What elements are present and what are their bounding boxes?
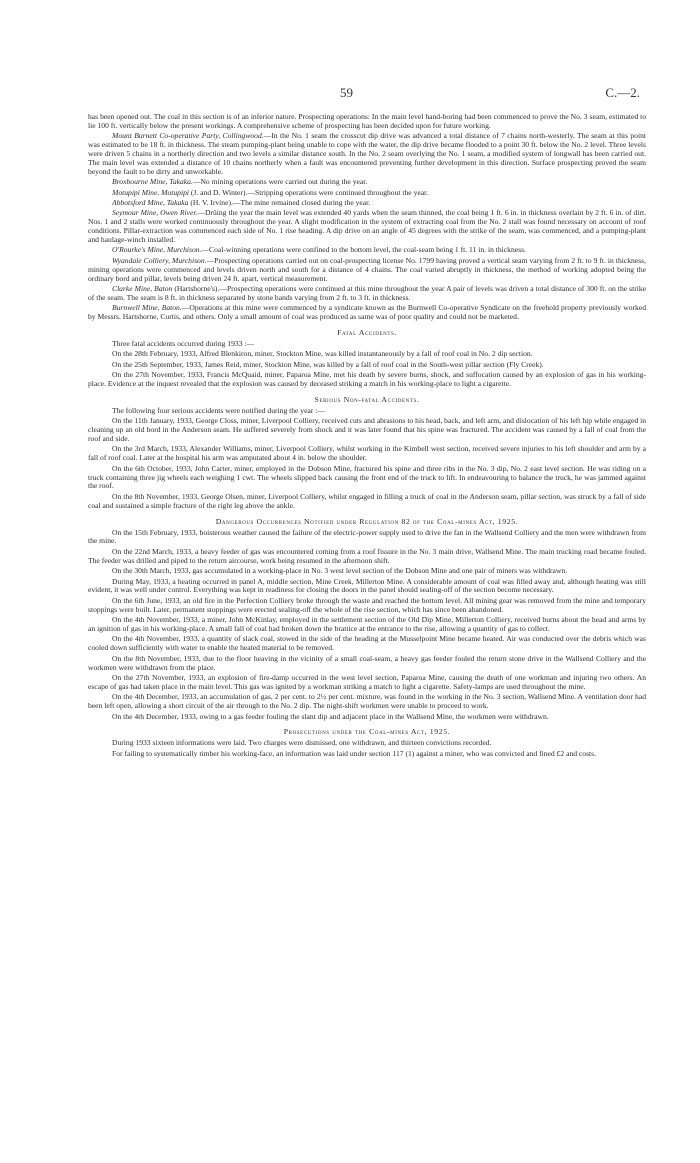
section-heading-serious-accidents: Serious Non-fatal Accidents.	[314, 394, 420, 404]
paragraph: On the 6th June, 1933, an old fire in the Perfection Colliery broke through the waste and reached the bottom level. All mining gear was removed from the mine and temporary stoppings were built. Later, permanent stoppings were erected sealing-off the whole of the rise section, which has since been abandoned.	[88, 595, 646, 614]
paragraph: On the 6th October, 1933, John Carter, miner, employed in the Dobson Mine, fractured his spine and three ribs in the No. 3 dip, No. 2 east level section. He was riding on a truck containing three jig wheels each weighing 1 cwt. The wheels slipped back causing the front end of the truck to lift. In endeavouring to balance the truck, he was jammed against the roof.	[88, 463, 646, 491]
paragraph: Three fatal accidents occurred during 1933 :—	[112, 338, 255, 348]
paragraph: On the 3rd March, 1933, Alexander Williams, miner, Liverpool Colliery, whilst working in the Kimbell west section, received severe injuries to his left shoulder and arm by a fall of roof coal. Later at the hospital his arm was amputated about 4 in. below the shoulder.	[88, 444, 646, 463]
paragraph: On the 25th September, 1933, James Reid, miner, Stockton Mine, was killed by a fall of roof coal in the South-west pillar section (Fly Creek).	[112, 359, 544, 369]
paragraph: On the 4th December, 1933, an accumulation of gas, 2 per cent. to 2½ per cent. mixture, was found in the working in the No. 3 section, Wallsend Mine. A ventilation door had been left open, allowing a short circuit of the air through to the No. 2 dip. The night-shift workmen were unable to proceed to work.	[88, 692, 646, 711]
paragraph: On the 22nd March, 1933, a heavy feeder of gas was encountered coming from a roof fissure in the No. 3 main drive, Wallsend Mine. The main trucking road became fouled. The feeder was drilled and piped to the return aircourse, work being resumed in the afternoon shift.	[88, 546, 646, 565]
paragraph: On the 28th February, 1933, Alfred Blenkiron, miner, Stockton Mine, was killed instantaneously by a fall of roof coal in No. 2 dip section.	[112, 349, 533, 359]
paragraph: Seymour Mine, Owen River.—Drüing the year the main level was extended 40 yards when the seam thinned, the coal being 1 ft. 6 in. in thickness overlain by 2 ft. 6 in. of dirt. Nos. 1 and 2 stalls were worked continuously throughout the year. A slight modification in the system of extracting coal from the No. 2 stall was found necessary on account of roof conditions. Pillar-extraction was commenced each side of No. 1 rise heading. A dip drive on an angle of 45 degrees with the strike of the seam, was commenced, and a pumping-plant and haulage-winch installed.	[88, 208, 647, 244]
paragraph: The following four serious accidents were notified during the year :—	[112, 405, 325, 415]
paragraph: On the 8th November, 1933, George Olsen, miner, Liverpool Colliery, whilst engaged in filling a truck of coal in the Anderson seam, pillar section, was struck by a fall of side coal and sustained a simple fracture of the right leg above the ankle.	[88, 491, 646, 510]
paragraph: has been opened out. The coal in this section is of an inferior nature. Prospecting operations: In the main level hand-boring had been commenced to prove the No. 3 seam, estimated to lie 100 ft. vertically below the present workings. A comprehensive scheme of prospecting has been decided upon for future working.	[88, 112, 646, 130]
paragraph: On the 15th February, 1933, boisterous weather caused the failure of the electric-power supply used to drive the fan in the Wallsend Colliery and the men were withdrawn from the mine.	[88, 527, 646, 546]
paragraph: On the 27th November, 1933, an explosion of fire-damp occurred in the west level section, Paparoa Mine, causing the death of one workman and injuring two others. An escape of gas had taken place in the main level. This gas was ignited by a workman striking a match to light a cigarette. Safety-lamps are used throughout the mine.	[88, 672, 646, 691]
section-code: C.—2.	[605, 85, 640, 100]
section-heading-dangerous-occurrences: Dangerous Occurrences Notified under Regulation 82 of the Coal-mines Act, 1925.	[215, 516, 519, 526]
page-number: 59	[340, 85, 353, 100]
paragraph: Motupipi Mine, Motupipi (J. and D. Winter).—Stripping operations were continued throughout the year.	[112, 187, 429, 197]
paragraph: Broxbourne Mine, Takaka.—No mining operations were carried out during the year.	[112, 177, 368, 187]
paragraph: On the 27th November, 1933, Francis McQuaid, miner, Paparoa Mine, met his death by severe burns, shock, and suffocation caused by an explosion of gas in his working-place. Evidence at the inquest revealed that the explosion was caused by deceased striking a match in his working-place to light a cigarette.	[88, 370, 646, 389]
paragraph: Wyandale Colliery, Murchison.—Prospecting operations carried out on coal-prospecting license No. 1799 having proved a vertical seam varying from 2 ft. to 9 ft. in thickness, mining operations were commenced and levels driven north and south for a distance of 4 chains. The coal varied abruptly in thickness, the method of working adopted being the ordinary bord and pillar, levels being driven 24 ft. apart, vertical measurement.	[88, 255, 646, 283]
paragraph: During 1933 sixteen informations were laid. Two charges were dismissed, one withdrawn, and thirteen convictions recorded.	[112, 738, 492, 748]
paragraph: On the 4th December, 1933, owing to a gas feeder fouling the slant dip and adjacent place in the Wallsend Mine, the workmen were withdrawn.	[112, 711, 549, 721]
section-heading-fatal-accidents: Fatal Accidents.	[337, 327, 397, 337]
paragraph: Mount Burnett Co-operative Party, Collingwood.—In the No. 1 seam the crosscut dip drive was advanced a total distance of 7 chains north-westerly. The seam at this point was estimated to be 18 ft. in thickness. The steam pumping-plant being unable to cope with the water, the dip drive became flooded to a point 30 ft. below the No. 2 level. Three levels were driven 5 chains in a northerly direction and two levels a similar distance south. In the No. 2 seam overlying the No. 1 seam, a modified system of longwall has been carried out. The main level was extended a distance of 10 chains northerly when a fault was encountered preventing further development in this direction. Surface prospecting proved the seam beyond the fault to be dirty and unworkable.	[88, 131, 646, 176]
paragraph: On the 30th March, 1933, gas accumulated in a working-place in No. 3 west level section of the Dobson Mine and one pair of miners was withdrawn.	[112, 566, 568, 576]
paragraph: On the 4th November, 1933, a quantity of slack coal, stowed in the side of the heading at the Musselpoint Mine became heated. Air was conducted over the debris which was cooled down sufficiently with water to enable the heated material to be removed.	[88, 634, 646, 653]
paragraph: Abbotsford Mine, Takaka (H. V. Irvine).—The mine remained closed during the year.	[112, 197, 371, 207]
section-heading-prosecutions: Prosecutions under the Coal-mines Act, 1925.	[283, 727, 451, 737]
paragraph: O'Rourke's Mine, Murchison.—Coal-winning operations were confined to the bottom level, the coal-seam being 1 ft. 11 in. in thickness.	[112, 245, 526, 255]
paragraph: On the 8th November, 1933, due to the floor heaving in the vicinity of a small coal-seam, a heavy gas feeder fouled the return stone drive in the Wallsend Colliery and the workmen were withdrawn from the place.	[88, 653, 646, 672]
paragraph: On the 4th November, 1933, a miner, John McKinlay, employed in the settlement section of the Old Dip Mine, Millerton Colliery, received burns about the head and arms by an ignition of gas in his working-place. A small fall of coal had broken down the brattice at the entrance to the rise, allowing a quantity of gas to collect.	[88, 615, 646, 633]
paragraph: On the 11th January, 1933, George Closs, miner, Liverpool Colliery, received cuts and abrasions to his head, back, and left arm, and dislocation of his left hip while engaged in cleaning up an old bord in the Anderson seam. He suffered severely from shock and it was later found that his spine was fractured. The accident was caused by a fall of coal from the roof and side.	[88, 416, 646, 444]
page-header	[0, 86, 700, 100]
paragraph: Burnwell Mine, Baton.—Operations at this mine were commenced by a syndicate known as the Burnwell Co-operative Syndicate on the freehold property previously worked by Messrs. Hartshorne, Curtis, and others. Only a small amount of coal was produced as same was of poor quality and could not be marketed.	[88, 303, 646, 322]
paragraph: During May, 1933, a heating occurred in panel A, middle section, Mine Creek, Millerton Mine. A considerable amount of coal was filled away and, although heating was still evident, it was well under control. Everything was kept in readiness for closing the doors in the panel should sealing-off of the section become necessary.	[88, 576, 646, 595]
document-body	[88, 113, 646, 760]
paragraph: Clarke Mine, Baton (Hartshorne's).—Prospecting operations were continued at this mine throughout the year A pair of levels was driven a total distance of 300 ft. on the strike of the seam. The seam is 8 ft. in thickness separated by stone bands varying from 2 ft. to 3 ft. in thickness.	[88, 283, 646, 302]
paragraph: For failing to systematically timber his working-face, an information was laid under section 117 (1) against a miner, who was convicted and fined £2 and costs.	[112, 748, 597, 758]
